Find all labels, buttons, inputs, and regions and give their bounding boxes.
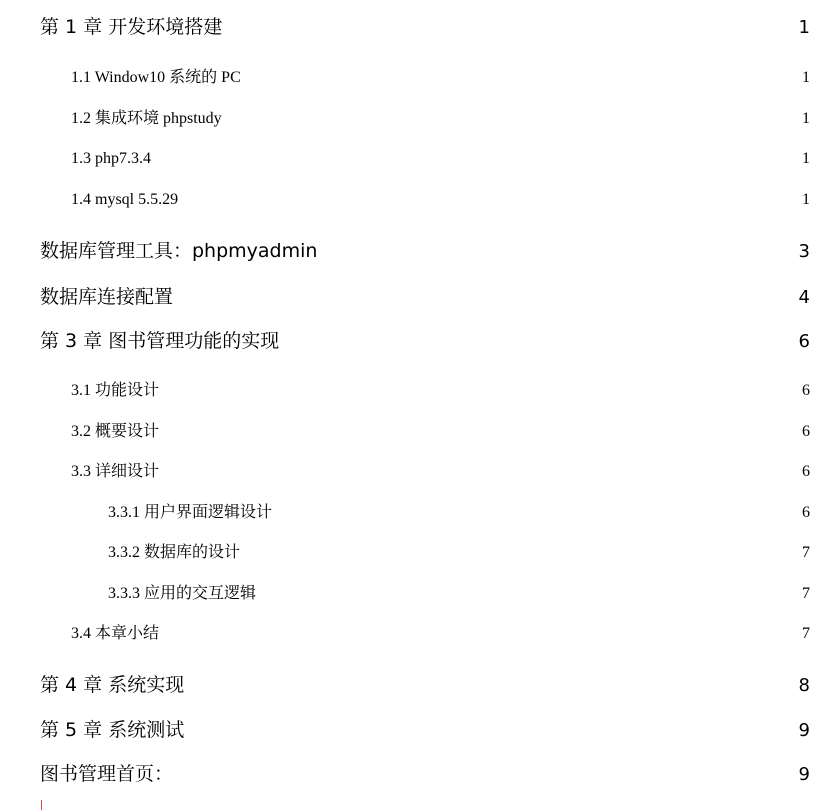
toc-entry-label: 数据库管理工具：phpmyadmin xyxy=(40,240,318,262)
toc-entry-page: 6 xyxy=(802,423,810,440)
toc-entry-label: 3.1 功能设计 xyxy=(71,382,160,399)
toc-entry-page: 8 xyxy=(798,675,810,696)
toc-entry-label: 1.4 mysql 5.5.29 xyxy=(71,191,179,208)
toc-entry-page: 1 xyxy=(802,191,810,208)
toc-entry-page: 7 xyxy=(802,544,810,561)
toc-entry-page: 9 xyxy=(798,720,810,741)
toc-entry-3-3-1[interactable] xyxy=(108,501,810,525)
toc-entry-page: 3 xyxy=(798,241,810,262)
toc-entry-label: 第 5 章 系统测试 xyxy=(40,719,185,741)
toc-entry-chapter-5[interactable] xyxy=(40,716,810,744)
toc-entry-label: 3.3.1 用户界面逻辑设计 xyxy=(108,504,273,521)
toc-entry-3-4[interactable] xyxy=(71,622,810,646)
toc-entry-label: 3.3 详细设计 xyxy=(71,463,160,480)
toc-entry-page: 6 xyxy=(798,331,810,352)
toc-entry-label: 1.2 集成环境 phpstudy xyxy=(71,110,222,127)
toc-entry-label: 1.3 php7.3.4 xyxy=(71,150,151,167)
toc-entry-db-admin-tool[interactable] xyxy=(40,237,810,265)
toc-entry-label: 3.2 概要设计 xyxy=(71,423,160,440)
toc-entry-label: 3.4 本章小结 xyxy=(71,625,160,642)
toc-entry-3-3[interactable] xyxy=(71,460,810,484)
toc-entry-page: 7 xyxy=(802,585,810,602)
toc-entry-chapter-4[interactable] xyxy=(40,671,810,699)
toc-entry-page: 4 xyxy=(798,287,810,308)
toc-entry-1-2[interactable] xyxy=(71,107,810,131)
toc-entry-3-3-3[interactable] xyxy=(108,582,810,606)
toc-entry-page: 1 xyxy=(802,69,810,86)
toc-entry-library-home[interactable] xyxy=(40,760,810,788)
text-cursor-mark xyxy=(41,800,42,810)
toc-entry-label: 数据库连接配置 xyxy=(40,286,174,308)
toc-entry-label: 1.1 Window10 系统的 PC xyxy=(71,69,241,86)
toc-entry-page: 9 xyxy=(798,764,810,785)
toc-entry-1-3[interactable] xyxy=(71,147,810,171)
toc-entry-chapter-1[interactable] xyxy=(40,13,810,41)
toc-entry-label: 图书管理首页： xyxy=(40,763,174,785)
toc-entry-label: 3.3.2 数据库的设计 xyxy=(108,544,241,561)
toc-entry-1-1[interactable] xyxy=(71,66,810,90)
toc-entry-3-3-2[interactable] xyxy=(108,541,810,565)
toc-entry-page: 1 xyxy=(802,150,810,167)
toc-entry-db-connection[interactable] xyxy=(40,283,810,311)
toc-entry-1-4[interactable] xyxy=(71,188,810,212)
toc-entry-chapter-3[interactable] xyxy=(40,327,810,355)
toc-entry-label: 3.3.3 应用的交互逻辑 xyxy=(108,585,257,602)
toc-entry-page: 1 xyxy=(798,17,810,38)
toc-entry-page: 7 xyxy=(802,625,810,642)
toc-entry-3-2[interactable] xyxy=(71,420,810,444)
toc-entry-label: 第 3 章 图书管理功能的实现 xyxy=(40,330,280,352)
toc-entry-page: 6 xyxy=(802,382,810,399)
toc-entry-3-1[interactable] xyxy=(71,379,810,403)
toc-entry-page: 6 xyxy=(802,463,810,480)
toc-entry-page: 6 xyxy=(802,504,810,521)
toc-entry-page: 1 xyxy=(802,110,810,127)
toc-entry-label: 第 1 章 开发环境搭建 xyxy=(40,16,223,38)
toc-entry-label: 第 4 章 系统实现 xyxy=(40,674,185,696)
